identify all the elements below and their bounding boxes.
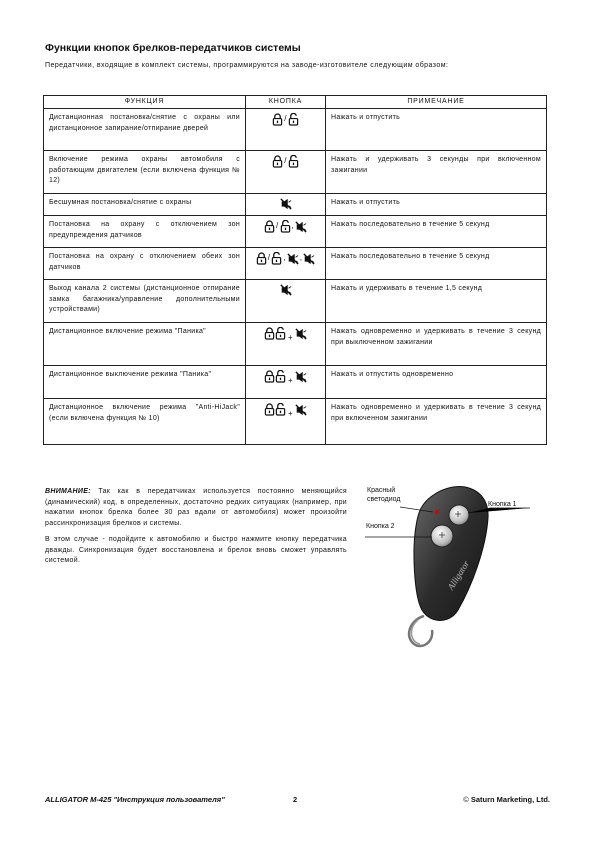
speaker-mute-icon [295,328,307,340]
copyright-holder: Saturn Marketing, Ltd. [470,795,550,804]
header-button: КНОПКА [246,96,326,109]
separator: , [291,221,295,231]
lock-open-icon [280,220,291,233]
table-row [44,248,547,280]
lock-closed-icon [264,327,275,340]
footer-title: ALLIGATOR M-425 "Инструкция пользователя" [45,795,225,804]
copyright-symbol: © [463,795,469,804]
table-row [44,399,547,445]
separator: / [284,156,287,166]
note-cell: Нажать и удерживать 3 секунды при включенном зажигании [326,151,547,194]
lock-closed-icon [264,370,275,383]
button2-label: Кнопка 2 [366,523,395,530]
function-cell: Бесшумная постановка/снятие с охраны [44,194,246,216]
led-icon [435,510,439,514]
table-row [44,194,547,216]
function-cell: Дистанционное включение режима "Anti-HiJack" (если включена функция № 10) [44,399,246,445]
note-cell: Нажать и отпустить [326,109,547,151]
function-cell: Выход канала 2 системы (дистанционное отпирание замка багажника/управление дополнительными устройствами) [44,280,246,323]
warning-text-1: Так как в передатчиках используется постоянно меняющийся (динамический) код, в определенных, достаточно редких ситуациях (например, при нажатии кнопок брелка более 30 раз вдали от автомобиля) может произойти рассинхронизация брелков и системы. [45,488,347,527]
plus-sign: + [288,375,293,385]
lock-open-icon [275,370,286,383]
header-note: ПРИМЕЧАНИЕ [326,96,547,109]
note-cell: Нажать одновременно и удерживать в течение 3 секунд при включенном зажигании [326,399,547,445]
note-cell: Нажать последовательно в течение 5 секунд [326,248,547,280]
lock-closed-icon [272,113,283,126]
fob-brand-logo: Alligator [445,558,472,592]
speaker-mute-icon [280,284,292,296]
function-cell: Дистанционное включение режима "Паника" [44,323,246,366]
function-cell: Включение режима охраны автомобиля с работающим двигателем (если включена функция № 12) [44,151,246,194]
warning-lead: ВНИМАНИЕ: [45,488,91,495]
plus-sign: + [288,332,293,342]
separator: , [299,253,303,263]
lock-closed-icon [272,155,283,168]
button-functions-table [43,95,547,445]
lock-open-icon [275,403,286,416]
table-row [44,216,547,248]
function-cell: Постановка на охрану с отключением зон предупреждения датчиков [44,216,246,248]
separator: / [275,221,279,231]
table-header-row [44,96,547,109]
table-row [44,323,547,366]
table-row [44,366,547,399]
note-cell: Нажать последовательно в течение 5 секунд [326,216,547,248]
note-cell: Нажать и отпустить одновременно [326,366,547,399]
note-cell: Нажать и удерживать в течение 1,5 секунд [326,280,547,323]
warning-block [45,487,347,573]
lock-closed-icon [256,252,267,265]
function-cell: Дистанционное выключение режима "Паника" [44,366,246,399]
warning-paragraph-2: В этом случае - подойдите к автомобилю и быстро нажмите кнопку передатчика дважды. Синхронизация будет восстановлена и брелок вновь сможет управлять системой. [45,536,347,564]
lock-closed-icon [264,403,275,416]
function-cell: Дистанционная постановка/снятие с охраны или дистанционное запирание/отпирание дверей [44,109,246,151]
fob-button-1 [449,505,469,525]
key-fob-illustration [360,478,550,653]
speaker-mute-icon [295,221,307,233]
lock-closed-icon [264,220,275,233]
fob-body [414,487,488,621]
key-fob-drawing [360,478,550,653]
separator: , [283,253,286,263]
button-cell [246,194,326,216]
note-cell: Нажать одновременно и удерживать в течение 3 секунд при выключенном зажигании [326,323,547,366]
page-number: 2 [293,795,298,804]
button1-label: Кнопка 1 [488,501,517,508]
lock-open-icon [288,155,299,168]
button-cell [246,216,326,248]
table-row [44,280,547,323]
button-cell [246,280,326,323]
lock-open-icon [288,113,299,126]
plus-sign: + [288,408,293,418]
separator: / [267,253,271,263]
button-cell [246,366,326,399]
page-title: Функции кнопок брелков-передатчиков системы [45,42,301,54]
key-ring [409,616,432,646]
button-cell [246,399,326,445]
speaker-mute-icon [287,253,299,265]
note-cell: Нажать и отпустить [326,194,547,216]
button-cell [246,109,326,151]
warning-paragraph-1 [45,487,347,529]
footer-copyright [463,795,550,804]
button-cell [246,248,326,280]
separator: / [284,114,287,124]
speaker-mute-icon [295,404,307,416]
speaker-mute-icon [303,253,315,265]
speaker-mute-icon [295,371,307,383]
table-row [44,151,547,194]
lock-open-icon [275,327,286,340]
speaker-mute-icon [280,198,292,210]
lock-open-icon [271,252,282,265]
button-cell [246,323,326,366]
header-function: ФУНКЦИЯ [44,96,246,109]
function-cell: Постановка на охрану с отключением обеих зон датчиков [44,248,246,280]
intro-text: Передатчики, входящие в комплект системы, программируются на заводе-изготовителе следующим образом: [45,62,449,69]
button-cell [246,151,326,194]
led-label: Красный светодиод [367,487,401,503]
table-row [44,109,547,151]
